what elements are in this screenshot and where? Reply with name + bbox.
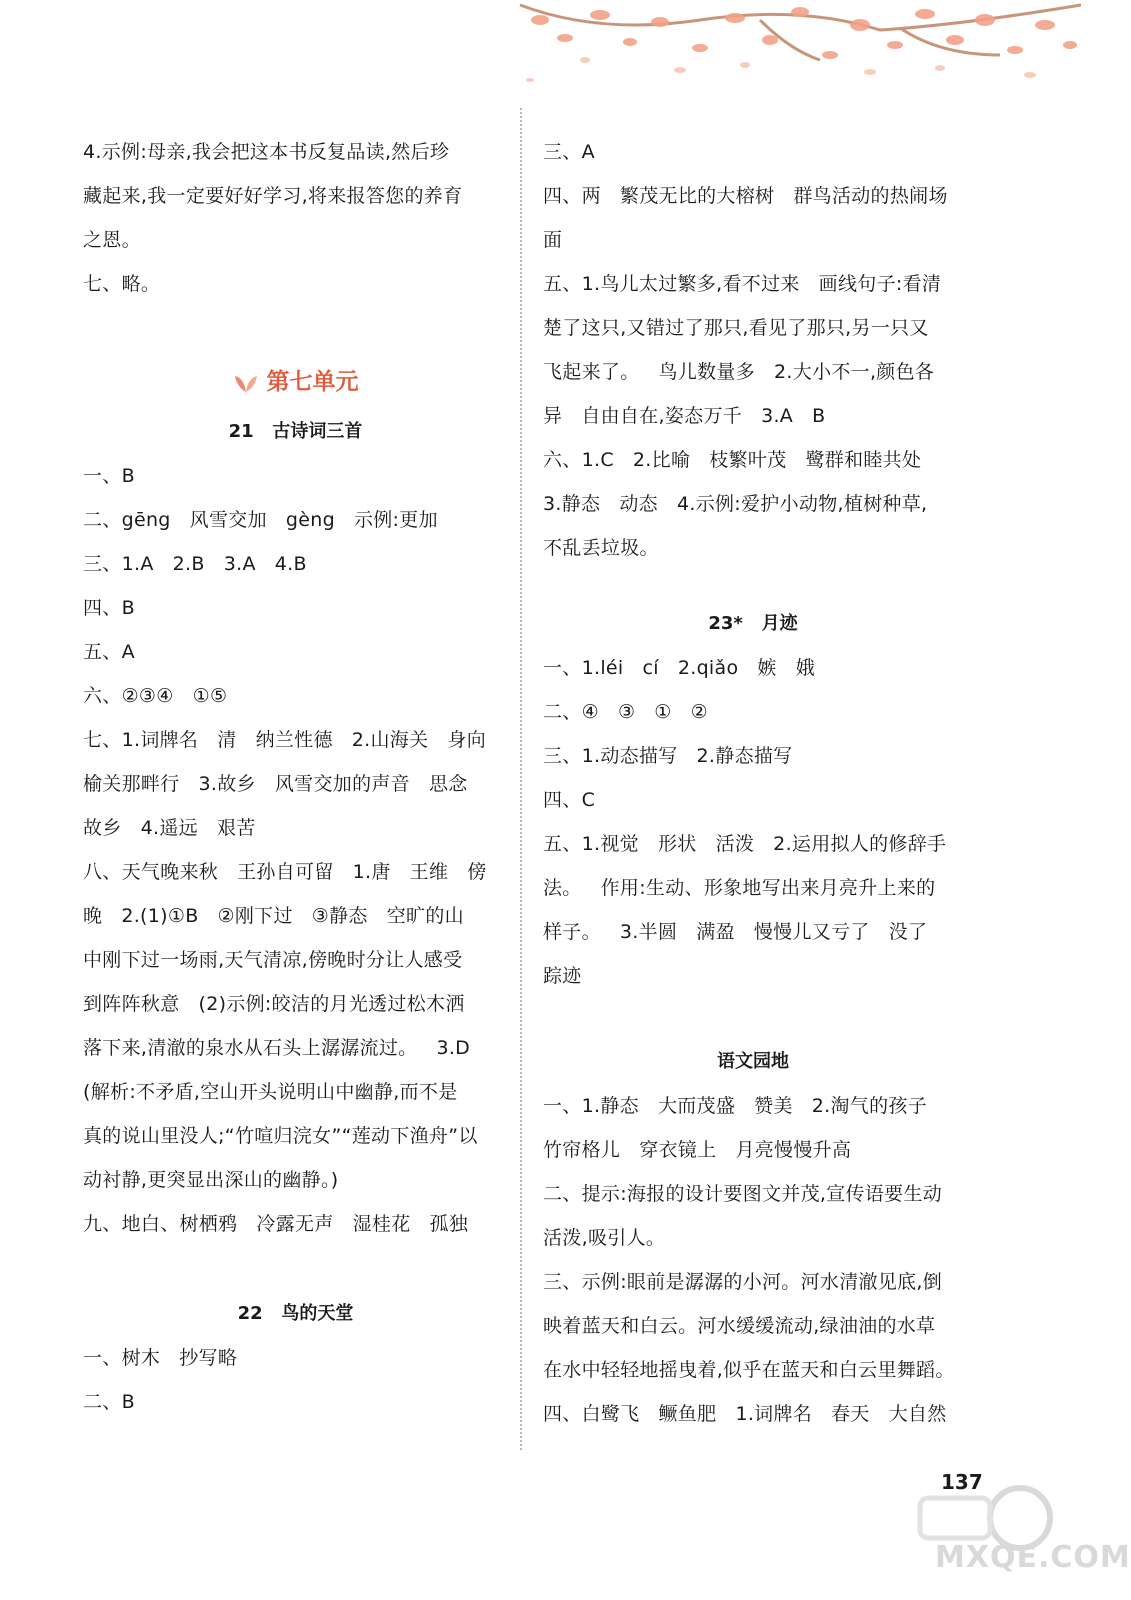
text-line: 藏起来,我一定要好好学习,将来报答您的养育: [83, 185, 463, 207]
answer-line: 五、A: [83, 641, 135, 663]
answer-line: 二、gēng 风雪交加 gèng 示例:更加: [83, 509, 438, 531]
answer-line: 四、白鹭飞 鳜鱼肥 1.词牌名 春天 大自然: [543, 1403, 947, 1425]
lesson-title: 23* 月迹: [708, 613, 798, 634]
answer-line: 飞起来了。 鸟儿数量多 2.大小不一,颜色各: [543, 361, 935, 383]
answer-line: 三、示例:眼前是潺潺的小河。河水清澈见底,倒: [543, 1271, 943, 1293]
answer-line: 一、1.静态 大而茂盛 赞美 2.淘气的孩子: [543, 1095, 928, 1117]
text-line: 七、略。: [83, 273, 161, 295]
answer-line: 中刚下过一场雨,天气清凉,傍晚时分让人感受: [83, 949, 463, 971]
answer-line: 八、天气晚来秋 王孙自可留 1.唐 王维 傍: [83, 861, 487, 883]
answer-line: 一、树木 抄写略: [83, 1347, 238, 1369]
answer-line: 四、两 繁茂无比的大榕树 群鸟活动的热闹场: [543, 185, 948, 207]
answer-line: 二、④ ③ ① ②: [543, 701, 708, 723]
answer-line: 榆关那畔行 3.故乡 风雪交加的声音 思念: [83, 773, 468, 795]
answer-line: 六、②③④ ①⑤: [83, 685, 228, 707]
watermark-logo: [900, 1478, 1070, 1593]
lesson-title: 21 古诗词三首: [228, 421, 363, 442]
section-title: 语文园地: [717, 1051, 789, 1072]
answer-line: 三、A: [543, 141, 595, 163]
right-column: [543, 130, 963, 1436]
answer-line: 六、1.C 2.比喻 枝繁叶茂 鹭群和睦共处: [543, 449, 922, 471]
answer-line: 到阵阵秋意 (2)示例:皎洁的月光透过松木洒: [83, 993, 465, 1015]
answer-line: 四、C: [543, 789, 596, 811]
answer-line: 异 自由自在,姿态万千 3.A B: [543, 405, 826, 427]
answer-line: 不乱丢垃圾。: [543, 537, 659, 559]
answer-line: 落下来,清澈的泉水从石头上潺潺流过。 3.D: [83, 1037, 471, 1059]
column-divider: [520, 108, 522, 1450]
answer-line: 面: [543, 229, 563, 251]
answer-line: (解析:不矛盾,空山开头说明山中幽静,而不是: [83, 1081, 458, 1103]
answer-line: 在水中轻轻地摇曳着,似乎在蓝天和白云里舞蹈。: [543, 1359, 955, 1381]
unit-title: [83, 354, 508, 410]
answer-line: 晚 2.(1)①B ②刚下过 ③静态 空旷的山: [83, 905, 464, 927]
answer-line: 样子。 3.半圆 满盈 慢慢儿又亏了 没了: [543, 921, 928, 943]
text-line: 4.示例:母亲,我会把这本书反复品读,然后珍: [83, 141, 450, 163]
answer-line: 法。 作用:生动、形象地写出来月亮升上来的: [543, 877, 936, 899]
answer-line: 楚了这只,又错过了那只,看见了那只,另一只又: [543, 317, 929, 339]
answer-line: 故乡 4.遥远 艰苦: [83, 817, 256, 839]
answer-line: 二、提示:海报的设计要图文并茂,宣传语要生动: [543, 1183, 943, 1205]
blossom-branch-decoration: [0, 0, 1081, 100]
answer-line: 活泼,吸引人。: [543, 1227, 666, 1249]
answer-line: 一、1.léi cí 2.qiǎo 嫉 娥: [543, 657, 816, 679]
lesson-title: 22 鸟的天堂: [237, 1303, 354, 1324]
answer-line: 竹帘格儿 穿衣镜上 月亮慢慢升高: [543, 1139, 852, 1161]
answer-line: 动衬静,更突显出深山的幽静。): [83, 1169, 339, 1191]
answer-line: 三、1.A 2.B 3.A 4.B: [83, 553, 307, 575]
text-line: 之恩。: [83, 229, 141, 251]
answer-line: 一、B: [83, 465, 135, 487]
answer-line: 二、B: [83, 1391, 135, 1413]
answer-line: 3.静态 动态 4.示例:爱护小动物,植树种草,: [543, 493, 928, 515]
unit-title-text: 第七单元: [266, 368, 359, 395]
leaf-icon: [233, 373, 259, 393]
answer-line: 七、1.词牌名 清 纳兰性德 2.山海关 身向: [83, 729, 487, 751]
answer-line: 踪迹: [543, 965, 582, 987]
watermark-text: MXQE.COM: [935, 1540, 1131, 1575]
answer-line: 映着蓝天和白云。河水缓缓流动,绿油油的水草: [543, 1315, 936, 1337]
page-number: 137: [941, 1470, 983, 1494]
answer-line: 五、1.视觉 形状 活泼 2.运用拟人的修辞手: [543, 833, 947, 855]
left-column: [83, 130, 508, 1424]
answer-line: 三、1.动态描写 2.静态描写: [543, 745, 793, 767]
answer-line: 四、B: [83, 597, 135, 619]
answer-line: 真的说山里没人;“竹喧归浣女”“莲动下渔舟”以: [83, 1125, 478, 1147]
answer-line: 五、1.鸟儿太过繁多,看不过来 画线句子:看清: [543, 273, 942, 295]
answer-line: 九、地白、树栖鸦 冷露无声 湿桂花 孤独: [83, 1213, 469, 1235]
